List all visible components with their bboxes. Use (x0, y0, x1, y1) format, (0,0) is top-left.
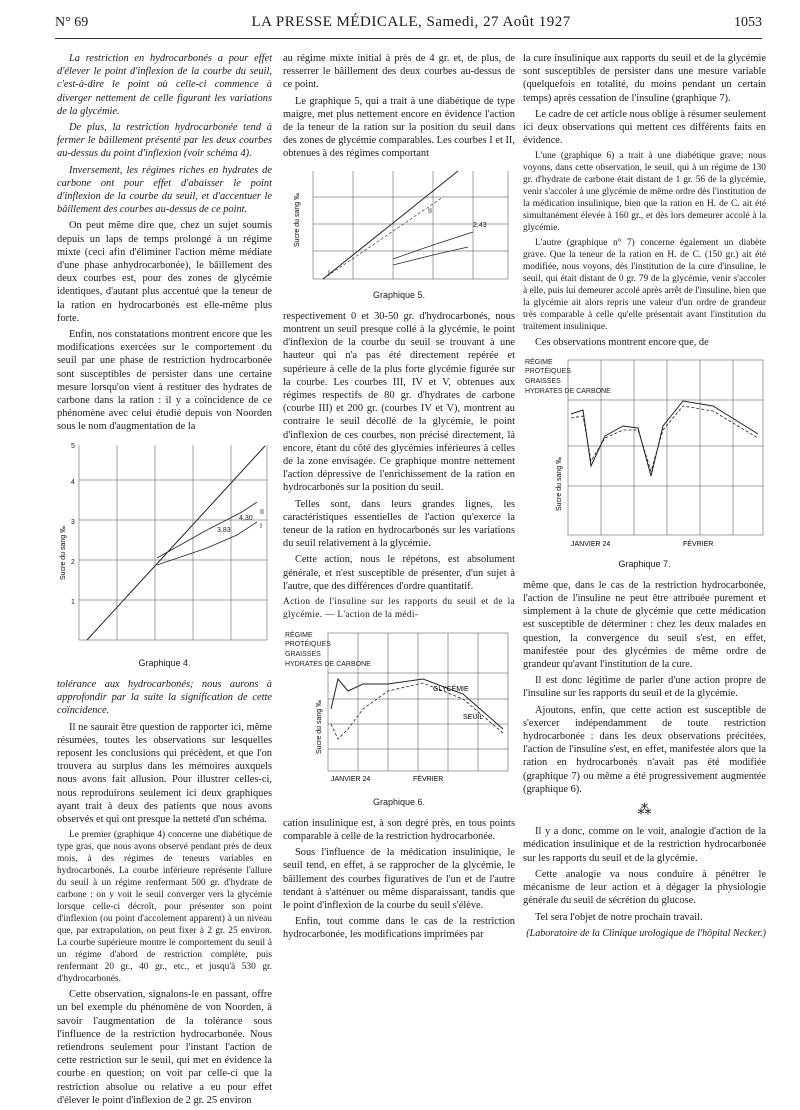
svg-text:II: II (260, 508, 264, 516)
credit-line: (Laboratoire de la Clinique urologique de l'hôpital Necker.) (526, 927, 766, 939)
graph-6-proteiques-label: PROTÉIQUES (285, 640, 331, 648)
paragraph: Le graphique 5, qui a trait à une diabétique de type maigre, met plus nettement encore en évidence l'action de la teneur de la ration sur la position du seuil dans des zones de glycémie comparables. Les courbes I et II, obtenues à des régimes comportant (283, 95, 515, 160)
graph-6-hydrates-label: HYDRATES DE CARBONE (285, 660, 371, 668)
column-2 (283, 52, 515, 945)
paragraph: Le premier (graphique 4) concerne une diabétique de type gras, que nous avons observé pendant près de deux mois, à des régimes de teneurs variables en hydrocarbonés. La courbe inférieure représente l'allure du seuil à un régime renfermant 500 gr. d'hydrate de carbone : on y voit le seuil converger vers la glycémie lorsque celle-ci décroît, pour présenter son point d'inflexion (ou point d'accolement apparent) à un niveau que, par extrapolation, on peut fixer à 2 gr. 25 environ. La courbe supérieure montre le comportement du seuil à un régime d'abord de restriction complète, puis renfermant 20 gr., 40 gr., etc., et jusqu'à 530 gr. d'hydrocarbonés. (57, 830, 272, 985)
issue-number: N° 69 (55, 15, 89, 30)
graph-6-figure (283, 629, 515, 794)
svg-text:1: 1 (71, 598, 75, 606)
graph-5 (283, 167, 515, 302)
graph-5-ylabel: Sucre du sang ‰ (294, 192, 301, 247)
graph-7 (523, 356, 766, 571)
paragraph: L'autre (graphique n° 7) concerne également un diabète grave. Que la teneur de la ration en H. de C. (150 gr.) ait été modifiée, nous voyons, dès l'institution de la cure d'insuline, le seuil, qui était distant de 0 gr. 79 de la glycémie, venir s'accoler à elle, puis lui demeurer accolé après arrêt de l'insuline, bien que la glycémie ait alors repris une valeur d'un ordre de grandeur très comparable à celle qu'elle présentait avant l'institution du traitement insulinique. (523, 238, 766, 333)
section-separator: ⁂ (637, 803, 652, 819)
graph-6-seuil-label: SEUIL (463, 713, 484, 721)
svg-text:4: 4 (71, 478, 75, 486)
paragraph: L'une (graphique 6) a trait à une diabétique grave; nous voyons, dans cette observation, le seuil, qui à un régime de 130 gr. d'hydrate de carbone était distant de 1 gr. 56 de la glycémie, venir s'accoler à une glycémie de même ordre dès l'institution de la médication insulinique, bien que la ration en H. de C. ait été simultanément élevée à 160 gr., et dès lors demeurer accolé à la glycémie. (523, 151, 766, 234)
graph-6-glycemie-label: GLYCÉMIE (433, 685, 469, 693)
graph-6 (283, 629, 515, 809)
paragraph: au régime mixte initial à près de 4 gr. et, de plus, de resserrer le bâillement des deux courbes au-dessus de ce point. (283, 53, 515, 91)
paragraph: cation insulinique est, à son degré près, en tous points comparable à celle de la restriction hydrocarbonée. (283, 817, 515, 842)
svg-text:I: I (260, 522, 262, 530)
svg-text:5: 5 (71, 442, 75, 450)
svg-text:3,83: 3,83 (217, 526, 231, 534)
graph-7-regime-label: RÉGIME (525, 358, 553, 366)
graph-7-figure (523, 356, 766, 556)
paragraph: Il est donc légitime de parler d'une action propre de l'insuline sur les rapports du seuil et de la glycémie. (523, 675, 766, 700)
caption-graph-6: Graphique 6. (372, 796, 426, 807)
svg-text:2: 2 (71, 558, 75, 566)
paragraph: Ces observations montrent encore que, de (535, 337, 709, 349)
paragraph: Tel sera l'objet de notre prochain travail. (535, 911, 703, 923)
column-3 (523, 52, 766, 940)
graph-7-fevrier-label: FÉVRIER (683, 540, 714, 548)
paragraph: Le cadre de cet article nous oblige à résumer seulement ici deux observations qui mettent ces différents faits en évidence. (523, 108, 766, 147)
svg-text:4,30: 4,30 (239, 514, 253, 522)
paragraph: respectivement 0 et 30-50 gr. d'hydrocarbonés, nous montrent un seuil presque collé à la glycémie, le point d'inflexion de la courbe du seuil se trouvant à une hauteur qui n'a pas été directement repérée et supérieure à celle de la plus forte glycémie figurée sur la courbe. Les courbes III, IV et V, obtenues aux régimes respectifs de 80 gr. d'hydrates de carbone (courbe III) et 200 gr. (courbes IV et V), montrent au contraire le seuil décollé de la glycémie, le point d'inflexion de ces courbes, non précisé directement, là encore, étant du côté des glycémies inférieures à celles de la zone envisagée. Ce graphique montre nettement l'action dépressive de l'enrichissement de la ration en hydrocarbonés sur la position du seuil. (283, 310, 515, 494)
svg-text:I: I (328, 269, 330, 277)
caption-graph-7: Graphique 7. (618, 558, 671, 569)
graph-7-hydrates-label: HYDRATES DE CARBONE (525, 387, 611, 395)
journal-title: LA PRESSE MÉDICALE, Samedi, 27 Août 1927 (251, 14, 571, 30)
paragraph: tolérance aux hydrocarbonés; nous aurons à approfondir par la suite la signification de cette coïncidence. (57, 678, 272, 717)
column-1 (57, 52, 272, 1110)
graph-4-figure (57, 440, 272, 655)
graph-7-janvier-label: JANVIER 24 (571, 540, 611, 548)
svg-text:2,43: 2,43 (473, 221, 487, 229)
graph-7-ylabel: Sucre du sang ‰ (556, 456, 563, 511)
paragraph: Cette action, nous le répétons, est absolument générale, et n'est susceptible de présenter, d'un sujet à l'autre, que des différences d'ordre quantitatif. (283, 554, 515, 592)
paragraph: Sous l'influence de la médication insulinique, le seuil tend, en effet, à se rapprocher de la glycémie, le bâillement des courbes figuratives de l'un et de l'autre tendant à s'atténuer ou même disparaissant, tandis que le point d'inflexion de la courbe du seuil s'élève. (283, 847, 515, 911)
graph-7-proteiques-label: PROTÉIQUES (525, 367, 571, 375)
graph-6-ylabel: Sucre du sang ‰ (316, 699, 323, 754)
page-header (55, 14, 762, 39)
paragraph: Cette analogie va nous conduire à pénétrer le mécanisme de leur action et à dégager la physiologie générale du seuil de sécrétion du glucose. (523, 868, 766, 907)
paragraph: la cure insulinique aux rapports du seuil et de la glycémie sont susceptibles de persister dans une mesure variable (quelquefois en totalité, du moins pendant un certain temps) après cessation de l'insuline (graphique 7). (523, 53, 766, 104)
paragraph: De plus, la restriction hydrocarbonée tend à fermer le bâillement présenté par les deux courbes au-dessus du point d'inflexion (voir schéma 4). (57, 122, 272, 160)
page-number: 1053 (734, 15, 762, 30)
svg-text:II: II (428, 207, 432, 215)
paragraph: Enfin, nos constatations montrent encore que les modifications exercées sur le comportement du seuil par une phase de restriction hydrocarbonée sont susceptibles de persister dans une certaine mesure lorsqu'on vient à restituer des hydrates de carbone dans la ration : il y a coïncidence de ce phénomène avec celui étudié depuis von Noorden sous le nom d'augmentation de la (57, 329, 272, 433)
graph-4-ylabel: Sucre du sang ‰ (60, 525, 67, 580)
caption-graph-5: Graphique 5. (372, 289, 426, 300)
paragraph: Telles sont, dans leurs grandes lignes, les caractéristiques essentielles de l'action qu'exerce la teneur de la ration en hydrocarbonés sur les variations du seuil relativement à la glycémie. (283, 498, 515, 550)
paragraph: Cette observation, signalons-le en passant, offre un bel exemple du phénomène de von Noorden, à savoir l'augmentation de la tolérance sous l'influence de la restriction hydrocarbonée. Nous retiendrons seulement pour l'instant l'action de cette restriction sur le seuil, qui met en évidence la courbe en question; on voit par celle-ci que la restriction absolue ou relative a eu pour effet d'élever le point d'inflexion de 2 gr. 25 environ (57, 989, 272, 1106)
paragraph: Inversement, les régimes riches en hydrates de carbone ont pour effet d'abaisser le point d'inflexion de la courbe du seuil, et d'accentuer le bâillement des courbes au-dessus de ce point. (57, 164, 272, 216)
paragraph: même que, dans le cas de la restriction hydrocarbonée, l'action de l'insuline ne peut être attribuée purement et simplement à la chute de glycémie que cette médication est susceptible de déterminer : chez les deux malades en question, la convergence du seuil s'est, en effet, manifestée pour des glycémies de même ordre de grandeur qu'avant l'institution de la cure. (523, 579, 766, 671)
paragraph: Enfin, tout comme dans le cas de la restriction hydrocarbonée, les modifications imprimées par (283, 916, 515, 941)
graph-5-figure (283, 167, 515, 287)
caption-graph-4: Graphique 4. (138, 657, 191, 668)
paragraph: Il ne saurait être question de rapporter ici, même résumées, toutes les observations sur lesquelles reposent les conclusions qui précèdent, et que l'on trouvera au surplus dans les mémoires auxquels nous avons fait allusion. Pour illustrer celles-ci, nous reproduirons seulement ici deux graphiques ayant trait à deux des patients que nous avons observés et qui ont presque la netteté d'un schéma. (57, 721, 272, 825)
graph-6-janvier-label: JANVIER 24 (331, 775, 371, 783)
graph-6-graisses-label: GRAISSES (285, 650, 321, 658)
paragraph: Il y a donc, comme on le voit, analogie d'action de la médication insulinique et de la restriction hydrocarbonée sur les rapports du seuil et de la glycémie. (523, 826, 766, 864)
graph-6-regime-label: RÉGIME (285, 631, 313, 639)
paragraph: La restriction en hydrocarbonés a pour effet d'élever le point d'inflexion de la courbe du seuil, c'est-à-dire le point où celle-ci commence à diverger nettement de celle figurant les variations de la glycémie. (57, 53, 272, 117)
graph-6-fevrier-label: FÉVRIER (413, 775, 444, 783)
paragraph: On peut même dire que, chez un sujet soumis depuis un laps de temps prolongé à un régime mixte (ceci afin d'éliminer l'action même médiate d'une phase anhydrocarbonée), le bâillement des deux courbes est, pour des zones de glycémie identiques, d'autant plus accentué que la teneur de la ration en hydrocarbonés est elle-même plus forte. (57, 220, 272, 324)
section-heading: Action de l'insuline sur les rapports du seuil et de la glycémie. — L'action de la médi- (283, 597, 515, 621)
graph-7-graisses-label: GRAISSES (525, 377, 561, 385)
graph-4 (57, 440, 272, 670)
paragraph: Ajoutons, enfin, que cette action est susceptible de s'exercer indépendamment de toute restriction hydrocarbonée : dans les deux observations précitées, l'action de l'insuline s'est, en effet, manifestée alors que la ration en hydrocarbonés n'avait pas été modifiée (graphique 7) ou même a été progressivement augmentée (graphique 6). (523, 704, 766, 795)
svg-text:3: 3 (71, 518, 75, 526)
